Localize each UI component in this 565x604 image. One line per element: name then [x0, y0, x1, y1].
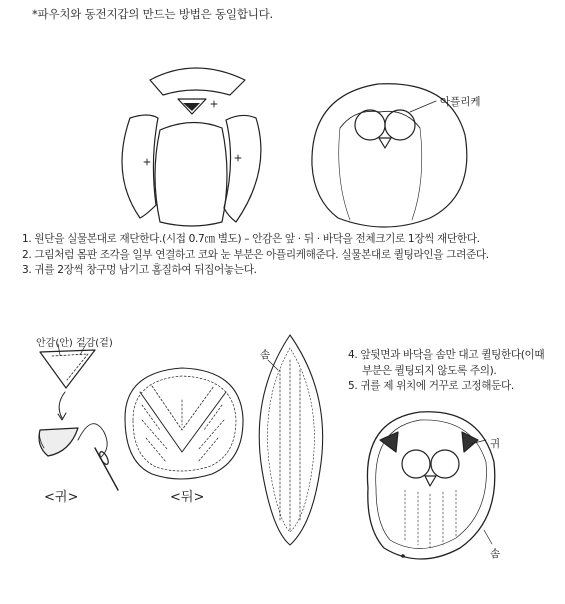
- cotton-label-strip: 솜: [260, 349, 271, 361]
- steps-list: [22, 232, 557, 279]
- steps-list-right: [348, 348, 558, 395]
- ear-label: 귀: [490, 438, 501, 450]
- back-piece: [125, 368, 243, 479]
- step-1: 1. 원단을 실물본대로 재단한다.(시접 0.7㎝ 별도) – 안감은 앞 · 뒤 · 바닥을 전체크기로 1장씩 재단한다.: [22, 233, 480, 245]
- cotton-label-owl: 솜: [490, 548, 501, 560]
- arrow-icon: [58, 392, 66, 420]
- step-5: 5. 귀를 제 위치에 거꾸로 고정해둔다.: [348, 380, 514, 392]
- piece-wing-left: [122, 115, 158, 218]
- applique-label: 아플리케: [440, 96, 481, 108]
- step-3: 3. 귀를 2장씩 창구멍 남기고 홈질하여 뒤집어놓는다.: [22, 264, 257, 276]
- owl-assembled: [367, 412, 494, 559]
- back-caption: <뒤>: [170, 490, 205, 505]
- step-4-continued: 부분은 퀼팅되지 않도록 주의).: [362, 364, 497, 377]
- pattern-pieces: [122, 68, 261, 226]
- bottom-strip: [259, 335, 322, 545]
- piece-body: [155, 122, 227, 226]
- piece-wing-right: [224, 115, 261, 222]
- ear-illustration: [39, 344, 118, 490]
- piece-head-top: [150, 68, 245, 95]
- inner-outer-label: 안감(안) 겉감(겉): [36, 338, 113, 349]
- top-note: *파우치와 동전지갑의 만드는 방법은 동일합니다.: [32, 7, 274, 21]
- step-4: 4. 앞뒷면과 바닥을 솜만 대고 퀼팅한다(이때: [348, 349, 545, 361]
- thread-icon: [78, 424, 107, 458]
- ear-caption: <귀>: [44, 490, 79, 505]
- step-2: 2. 그림처럼 몸판 조각을 일부 연결하고 코와 눈 부분은 아플리케해준다. 실물본대로 퀼팅라인을 그려준다.: [22, 248, 489, 261]
- needle-icon: [95, 448, 118, 490]
